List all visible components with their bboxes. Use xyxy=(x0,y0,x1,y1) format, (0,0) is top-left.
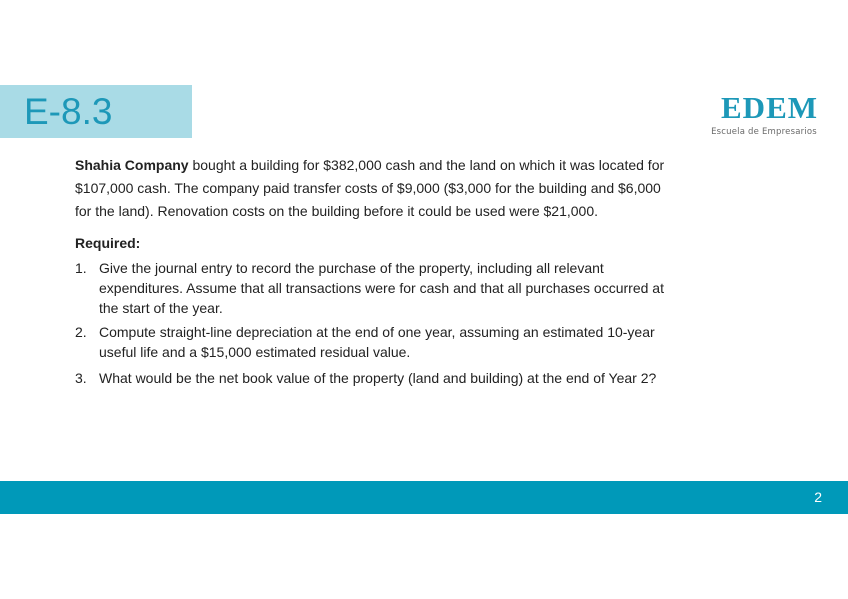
logo-wordmark: EDEM xyxy=(721,90,818,125)
list-item xyxy=(75,258,675,318)
item-text: What would be the net book value of the property (land and building) at the end of Year 2? xyxy=(99,370,657,386)
company-name: Shahia Company xyxy=(75,157,189,173)
logo-tagline: Escuela de Empresarios xyxy=(711,127,817,137)
item-number: 2. xyxy=(75,324,87,340)
footer-bar xyxy=(0,481,848,514)
page-number: 2 xyxy=(814,489,822,505)
edem-logo xyxy=(706,90,818,137)
item-text: Give the journal entry to record the purchase of the property, including all relevant expenditures. Assume that all transactions were for cash and that all purchases occurred at the start of the year. xyxy=(99,260,664,316)
item-number: 1. xyxy=(75,260,87,276)
item-text: Compute straight-line depreciation at the end of one year, assuming an estimated 10-year useful life and a $15,000 estimated residual value. xyxy=(99,324,655,360)
list-item xyxy=(75,367,675,390)
item-number: 3. xyxy=(75,370,87,386)
exercise-content xyxy=(75,154,675,394)
required-heading: Required: xyxy=(75,235,141,251)
task-list xyxy=(75,258,675,390)
exercise-intro xyxy=(75,154,675,223)
intro-text: bought a building for $382,000 cash and the land on which it was located for $107,000 cash. The company paid transfer costs of $9,000 ($3,000 for the building and $6,000 for the land). Renovation costs on the building before it could be used were $21,000. xyxy=(75,157,665,219)
slide-title: E-8.3 xyxy=(24,91,113,132)
list-item xyxy=(75,322,675,362)
